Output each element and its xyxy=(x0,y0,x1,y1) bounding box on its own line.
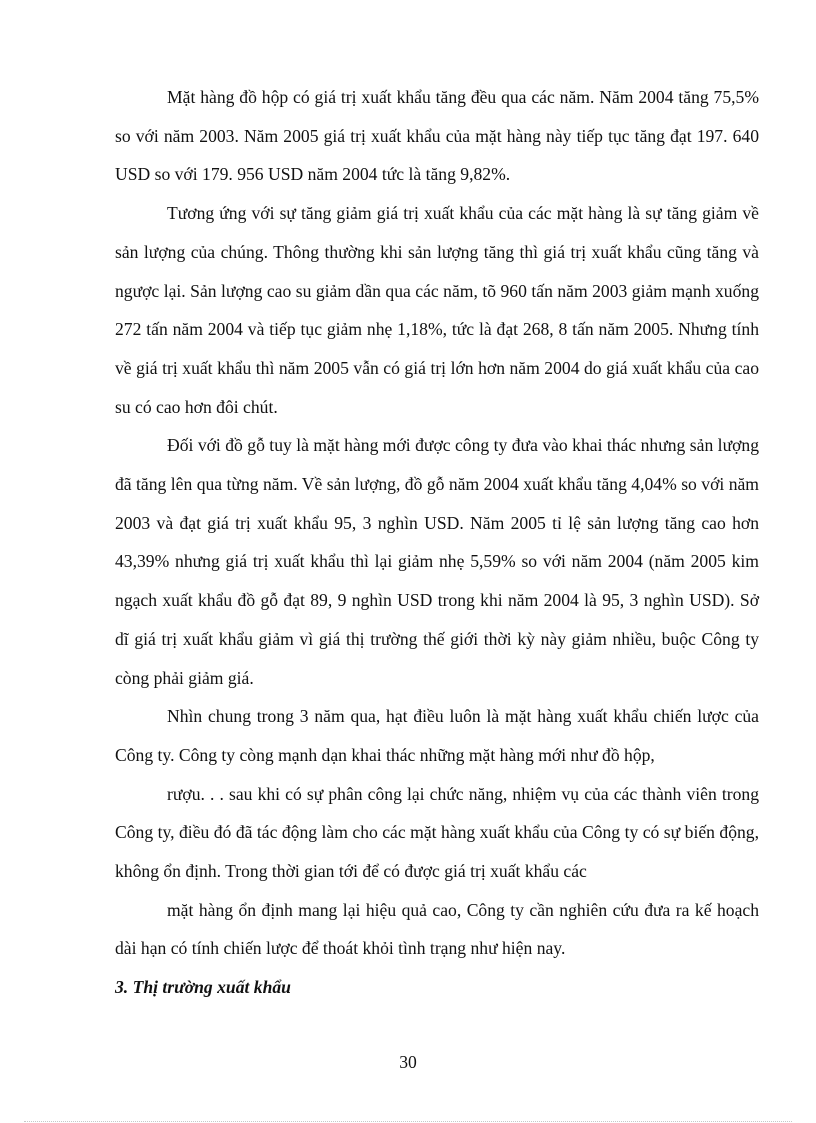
paragraph-summary: Nhìn chung trong 3 năm qua, hạt điều luôn là mặt hàng xuất khẩu chiến lược của Công ty. Công ty còng mạnh dạn khai thác những mặt hàng mới như đồ hộp, xyxy=(115,706,759,765)
paragraph-canned-goods: Mặt hàng đồ hộp có giá trị xuất khẩu tăng đều qua các năm. Năm 2004 tăng 75,5% so với năm 2003. Năm 2005 giá trị xuất khẩu của mặt hàng này tiếp tục tăng đạt 197. 640 USD so với 179. 956 USD năm 2004 tức là tăng 9,82%. xyxy=(115,87,759,185)
paragraph-summary-continued: rượu. . . sau khi có sự phân công lại chức năng, nhiệm vụ của các thành viên trong Công ty, điều đó đã tác động làm cho các mặt hàng xuất khẩu của Công ty có sự biến động, không ổn định. Trong thời gian tới để có được giá trị xuất khẩu các xyxy=(115,783,759,882)
section-heading: 3. Thị trường xuất khẩu xyxy=(115,977,291,998)
page-body xyxy=(115,78,759,1007)
page-number: 30 xyxy=(399,1052,417,1072)
paragraph-conclusion: mặt hàng ổn định mang lại hiệu quả cao, Công ty cần nghiên cứu đưa ra kế hoạch dài hạn có tính chiến lược để thoát khỏi tình trạng như hiện nay. xyxy=(115,899,759,959)
paragraph-output-volume: Tương ứng với sự tăng giảm giá trị xuất khẩu của các mặt hàng là sự tăng giảm về sản lượng của chúng. Thông thường khi sản lượng tăng thì giá trị xuất khẩu cũng tăng và ngược lại. Sản lượng cao su giảm dần qua các năm, tõ 960 tấn năm 2003 giảm mạnh xuống 272 tấn năm 2004 và tiếp tục giảm nhẹ 1,18%, tức là đạt 268, 8 tấn năm 2005. Nhưng tính về giá trị xuất khẩu thì năm 2005 vẫn có giá trị lớn hơn năm 2004 do giá xuất khẩu của cao su có cao hơn đôi chút. xyxy=(115,203,759,417)
paragraph-wood-products: Đối với đồ gỗ tuy là mặt hàng mới được công ty đưa vào khai thác nhưng sản lượng đã tăng lên qua từng năm. Về sản lượng, đồ gỗ năm 2004 xuất khẩu tăng 4,04% so với năm 2003 và đạt giá trị xuất khẩu 95, 3 nghìn USD. Năm 2005 tỉ lệ sản lượng tăng cao hơn 43,39% nhưng giá trị xuất khẩu thì lại giảm nhẹ 5,59% so với năm 2004 (năm 2005 kim ngạch xuất khẩu đồ gỗ đạt 89, 9 nghìn USD trong khi năm 2004 là 95, 3 nghìn USD). Sở dĩ giá trị xuất khẩu giảm vì giá thị trường thế giới thời kỳ này giảm nhiều, buộc Công ty còng phải giảm giá. xyxy=(115,435,759,688)
page-bottom-divider xyxy=(24,1121,792,1122)
